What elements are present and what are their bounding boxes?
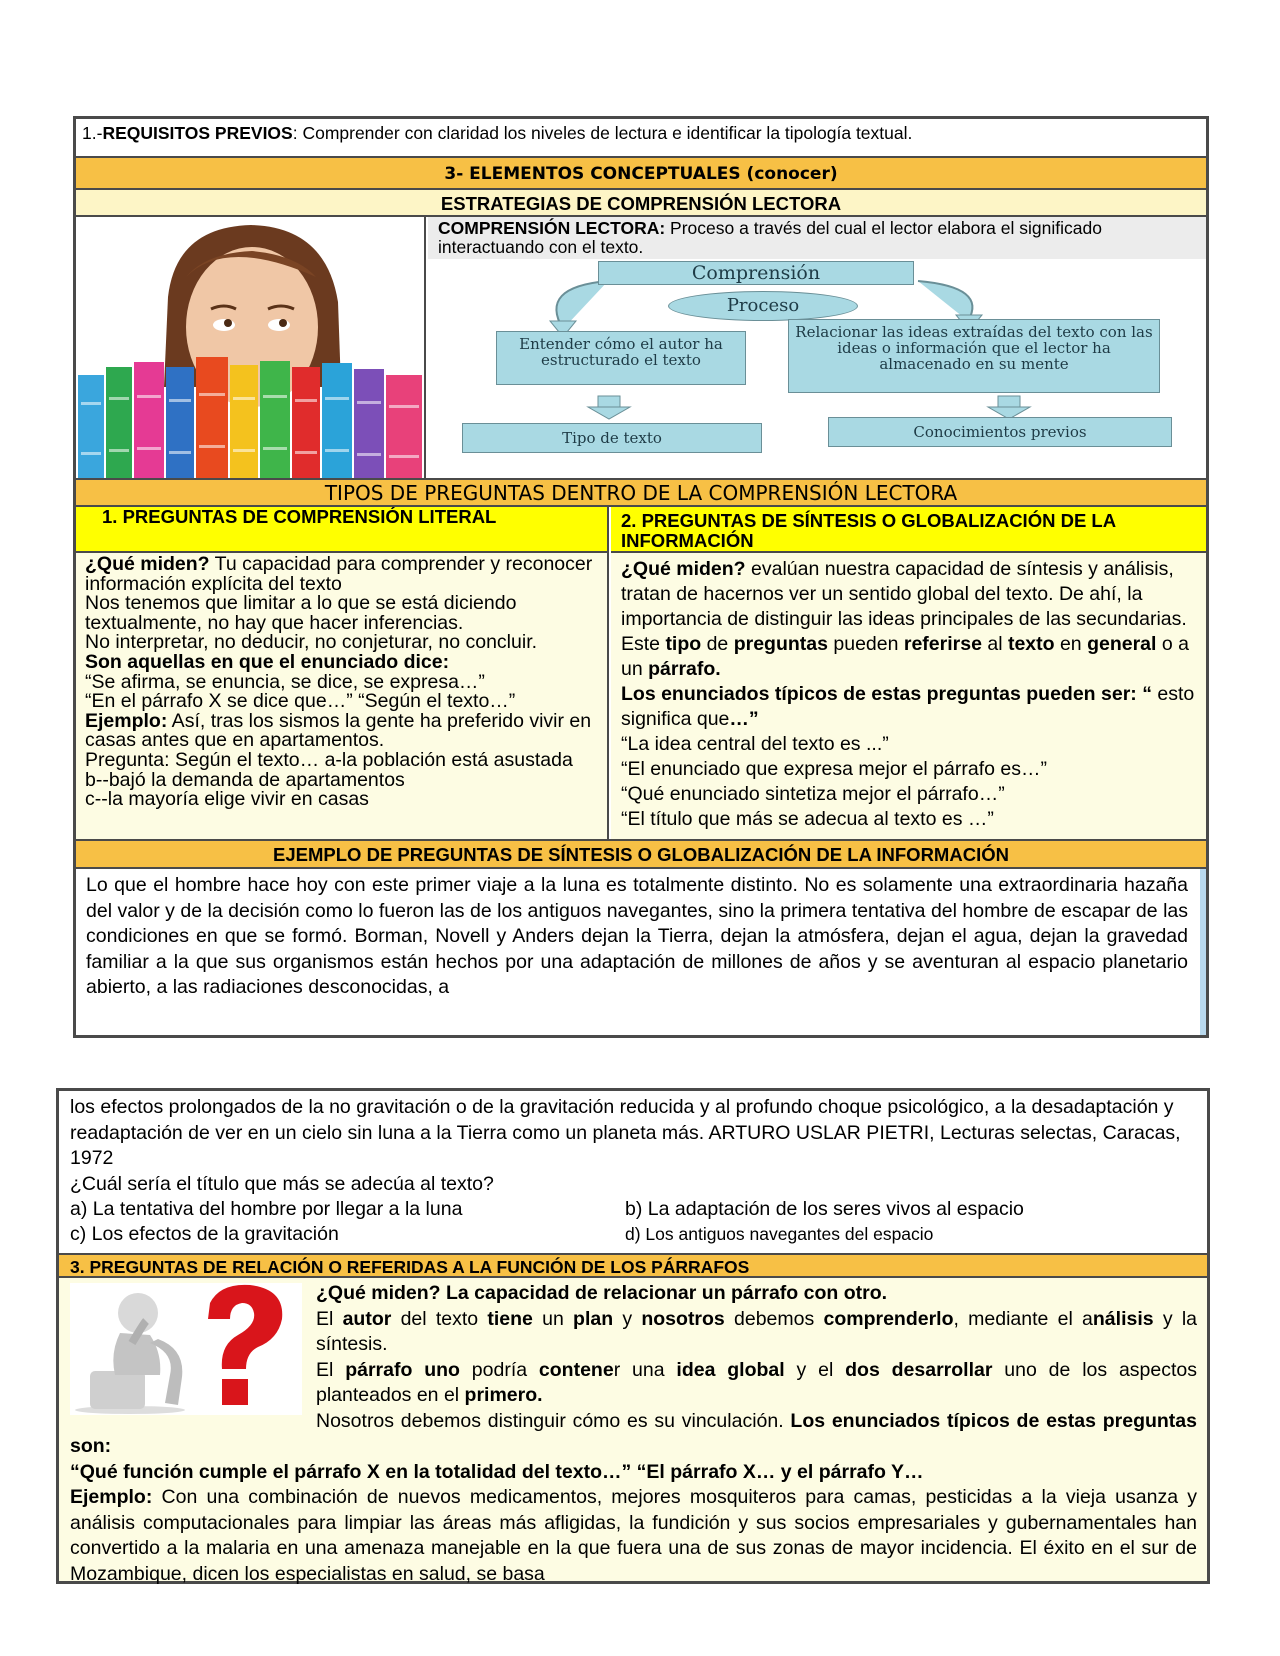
- estrategias-title: ESTRATEGIAS DE COMPRENSIÓN LECTORA: [76, 190, 1206, 217]
- diagram-comprension-box: Comprensión: [598, 261, 914, 285]
- col2: [611, 507, 1206, 839]
- comprension-definition: COMPRENSIÓN LECTORA: Proceso a través del cual el lector elabora el significado interactuando con el texto.: [428, 217, 1206, 259]
- page2-table: [56, 1088, 1210, 1584]
- girl-books-illustration: [76, 217, 424, 478]
- option-c: c) Los efectos de la gravitación: [70, 1223, 339, 1245]
- option-a: a) La tentativa del hombre por llegar a la luna: [70, 1198, 463, 1220]
- diagram-conocimientos-box: Conocimientos previos: [828, 417, 1172, 447]
- options-row-2: [70, 1222, 1197, 1247]
- requisitos-row: [76, 119, 1206, 158]
- col2-body: ¿Qué miden? evalúan nuestra capacidad de síntesis y análisis, tratan de hacernos ver un sentido global del texto. De ahí, la importancia de distinguir las ideas principales de las secundarias. Este tipo de preguntas pueden referirse al texto en general o a un párrafo. Los enunciados típicos de estas preguntas pueden ser: “ esto significa que…” “La idea central del texto es ...” “El enunciado que expresa mejor el párrafo es…” “Qué enunciado sintetiza mejor el párrafo…” “El título que más se adecua al texto es …”: [611, 553, 1206, 839]
- col1-title: 1. PREGUNTAS DE COMPRENSIÓN LITERAL: [76, 507, 607, 553]
- question-illustration: [70, 1283, 302, 1415]
- col2-title: 2. PREGUNTAS DE SÍNTESIS O GLOBALIZACIÓN DE LA INFORMACIÓN: [611, 507, 1206, 553]
- page1-table: [73, 116, 1209, 1038]
- tipos-title: TIPOS DE PREGUNTAS DENTRO DE LA COMPRENSIÓN LECTORA: [76, 480, 1206, 507]
- girl-books-image: [76, 217, 426, 478]
- req-prefix: 1.-: [82, 123, 103, 143]
- req-label: REQUISITOS PREVIOS: [102, 123, 293, 143]
- col1-body: ¿Qué miden? Tu capacidad para comprender y reconocer información explícita del texto Nos tenemos que limitar a lo que se está diciendo textualmente, no hay que hacer inferencias. No interpretar, no deducir, no conjeturar, no concluir. Son aquellas en que el enunciado dice: “Se afirma, se enuncia, se dice, se expresa…” “En el párrafo X se dice que…” “Según el texto…” Ejemplo: Así, tras los sismos la gente ha preferido vivir en casas antes que en apartamentos. Pregunta: Según el texto… a-la población está asustada b--bajó la demanda de apartamentos c--la mayoría elige vivir en casas: [76, 553, 607, 839]
- ejemplo-text: Lo que el hombre hace hoy con este primer viaje a la luna es totalmente distinto. No es solamente una extraordinaria hazaña del valor y de la decisión como lo fueron las de los antiguos navegantes, sino la primera tentativa del hombre de escapar de las condiciones en que se formó. Borman, Novell y Anders dejan la Tierra, dejan la atmósfera, dejan el agua, dejan la gravedad familiar a la que sus organismos están hechos por una adaptación de millones de años y se aventuran al espacio planetario abierto, a las radiaciones desconocidas, a: [76, 869, 1206, 1035]
- strategy-row: [76, 217, 1206, 480]
- option-b: b) La adaptación de los seres vivos al espacio: [625, 1198, 1024, 1220]
- diagram-left-box: Entender cómo el autor ha estructurado el texto: [496, 331, 746, 385]
- option-d: d) Los antiguos navegantes del espacio: [625, 1224, 934, 1244]
- question-columns: [76, 507, 1206, 841]
- col1: [76, 507, 609, 839]
- comprension-diagram: [428, 259, 1206, 478]
- diagram-right-box: Relacionar las ideas extraídas del texto con las ideas o información que el lector ha almacenado en su mente: [788, 319, 1160, 393]
- continuation-block: los efectos prolongados de la no gravitación o de la gravitación reducida y al profundo choque psicológico, a la desadaptación y readaptación de ver en un cielo sin luna a la Tierra como un planeta más. ARTURO USLAR PIETRI, Lecturas selectas, Caracas, 1972 ¿Cuál sería el título que más se adecúa al texto? a) La tentativa del hombre por llegar a la luna b) La adaptación de los seres vivos al espacio c) Los efectos de la gravitación d) Los antiguos navegantes del espacio: [59, 1091, 1207, 1253]
- section3-body: ¿Qué miden? La capacidad de relacionar un párrafo con otro. El autor del texto tiene un plan y nosotros debemos comprenderlo, mediante el análisis y la síntesis. El párrafo uno podría contener una idea global y el dos desarrollar uno de los aspectos planteados en el primero. Nosotros debemos distinguir cómo es su vinculación. Los enunciados típicos de estas preguntas son: “Qué función cumple el párrafo X en la totalidad del texto…” “El párrafo X… y el párrafo Y… Ejemplo: Con una combinación de nuevos medicamentos, mejores mosquiteros para camas, pesticidas a la vieja usanza y análisis computacionales para limpiar las áreas más afligidas, la fundición y sus socios empresariales y gubernamentales han convertido a la malaria en una amenaza manejable en la que fuera una de sus zonas de mayor incidencia. El éxito en el sur de Mozambique, dicen los especialistas en salud, se basa: [59, 1278, 1207, 1581]
- elementos-title: 3- ELEMENTOS CONCEPTUALES (conocer): [76, 158, 1206, 190]
- diagram-tipo-texto-box: Tipo de texto: [462, 423, 762, 453]
- section3-title: 3. PREGUNTAS DE RELACIÓN O REFERIDAS A LA FUNCIÓN DE LOS PÁRRAFOS: [59, 1253, 1207, 1278]
- thinking-figure-image: [70, 1283, 302, 1415]
- diagram-proceso-ellipse: Proceso: [668, 291, 858, 321]
- req-text: : Comprender con claridad los niveles de lectura e identificar la tipología textual.: [292, 123, 913, 143]
- options-row-1: [70, 1197, 1197, 1222]
- ejemplo-title: EJEMPLO DE PREGUNTAS DE SÍNTESIS O GLOBALIZACIÓN DE LA INFORMACIÓN: [76, 841, 1206, 869]
